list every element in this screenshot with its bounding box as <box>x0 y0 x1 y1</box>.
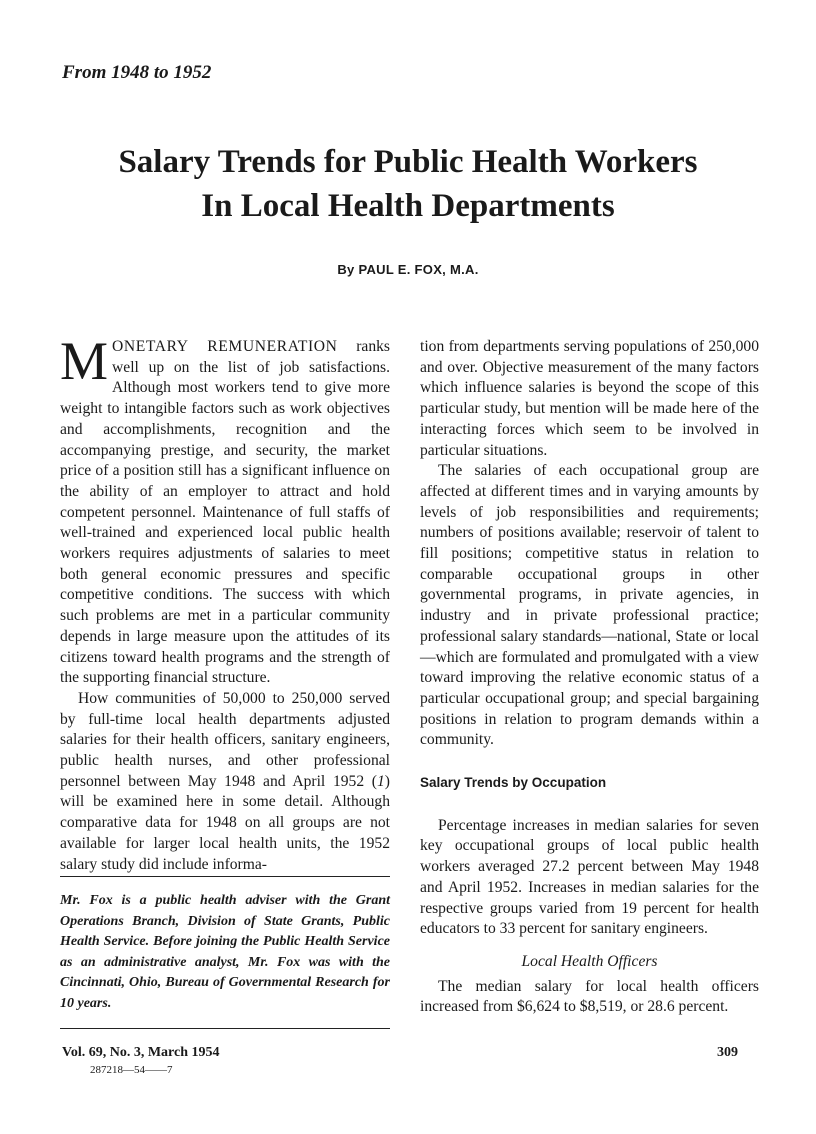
journal-citation: Vol. 69, No. 3, March 1954 <box>62 1045 220 1060</box>
paragraph-percentage-increases: Percentage increases in median salaries for seven key occupational groups of local public health workers averaged 27.2 percent between May 1948 and April 1952. Increases in median salaries for the respective groups varied from 19 percent for health educators to 33 percent for sanitary engineers. <box>420 816 759 938</box>
left-column <box>60 331 390 875</box>
article-title <box>40 140 776 228</box>
footnote-rule-top <box>60 876 390 877</box>
drop-cap: M <box>60 331 109 391</box>
paragraph-communities-text-a: How communities of 50,000 to 250,000 served by full-time local health departments adjusted salaries for their health officers, sanitary engineers, public health nurses, and other professional personnel between May 1948 and April 1952 ( <box>60 689 390 790</box>
paragraph-continuation: tion from departments serving populations of 250,000 and over. Objective measurement of the many factors which influence salaries is beyond the scope of this particular study, but mention will be made here of the interacting forces which seem to be involved in particular situations. <box>420 338 759 459</box>
kicker-line: From 1948 to 1952 <box>62 62 212 83</box>
author-footnote: Mr. Fox is a public health adviser with the Grant Operations Branch, Division of State Grants, Public Health Service. Before joining the Public Health Service as an administrative analyst, Mr. Fox was with the Cincinnati, Ohio, Bureau of Governmental Research for 10 years. <box>60 893 390 1011</box>
paragraph-health-officers: The median salary for local health officers increased from $6,624 to $8,519, or 28.6 percent. <box>420 977 759 1016</box>
byline: By PAUL E. FOX, M.A. <box>337 262 479 277</box>
lead-caps: ONETARY REMUNERATION <box>112 338 338 355</box>
page-number: 309 <box>717 1045 738 1060</box>
intro-paragraph <box>60 331 390 689</box>
footnote-rule-bottom <box>60 1028 390 1029</box>
reference-number: 1 <box>377 772 385 790</box>
intro-paragraph-text: ranks well up on the list of job satisfactions. Although most workers tend to give more weight to intangible factors such as work objectives and accomplishments, recognition and the accompanying prestige, and security, the market price of a position still has a significant influence on the ability of an employer to attract and hold competent personnel. Maintenance of full staffs of well-trained and experienced local public health workers requires adjustments of salaries to meet both general economic pressures and specific competitive conditions. The success with which such problems are met in a particular community depends in large measure upon the attitudes of its citizens toward health programs and the strength of the supporting financial structure. <box>60 338 390 687</box>
title-line-2: In Local Health Departments <box>201 188 615 224</box>
paragraph-communities-text-b: ) will be examined here in some detail. Although comparative data for 1948 on all groups are not available for larger local health units, the 1952 salary study did include informa- <box>60 772 390 873</box>
paragraph-communities <box>60 689 390 875</box>
print-code: 287218—54——7 <box>90 1064 173 1076</box>
section-heading: Salary Trends by Occupation <box>420 775 607 791</box>
title-line-1: Salary Trends for Public Health Workers <box>118 144 698 180</box>
subsection-heading: Local Health Officers <box>521 952 658 970</box>
paragraph-salary-factors: The salaries of each occupational group are affected at different times and in varying amounts by levels of job responsibilities and requirements; numbers of positions available; reservoir of talent to fill positions; competitive status in relation to comparable occupational groups in other governmental programs, in private agencies, in industry and in private professional practice; professional salary standards—national, State or local—which are formulated and promulgated with a view toward improving the relative economic status of a particular occupational group; and special bargaining positions in relation to program demands within a community. <box>420 462 759 749</box>
right-column <box>420 337 759 1018</box>
